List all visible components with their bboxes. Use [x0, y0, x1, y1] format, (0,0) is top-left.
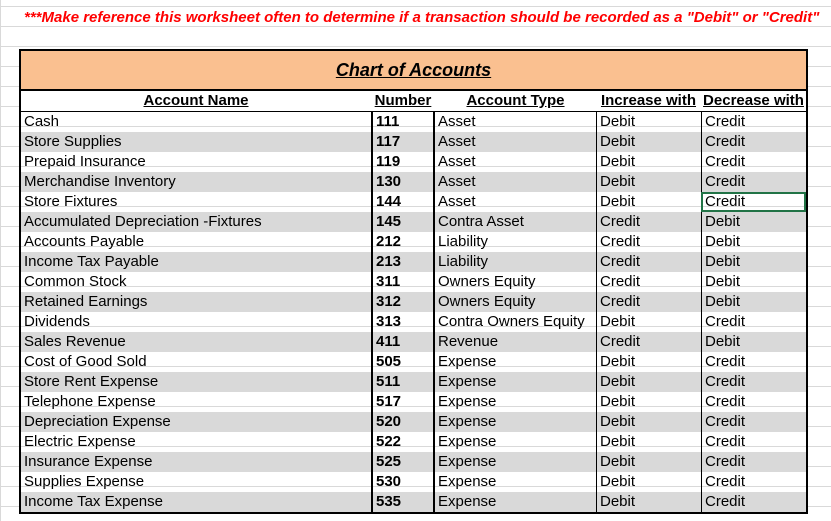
- account-name-cell[interactable]: Accumulated Depreciation -Fixtures: [24, 213, 262, 230]
- increase-with-cell[interactable]: Debit: [596, 372, 701, 392]
- header-number[interactable]: Number: [374, 92, 432, 109]
- decrease-with-cell[interactable]: Credit: [701, 172, 806, 192]
- increase-with-cell[interactable]: Credit: [596, 252, 701, 272]
- account-type-cell[interactable]: Asset: [438, 133, 476, 150]
- account-number-cell[interactable]: 312: [371, 292, 435, 312]
- account-name-cell[interactable]: Merchandise Inventory: [24, 173, 176, 190]
- account-type-cell[interactable]: Expense: [438, 473, 497, 490]
- account-type-cell[interactable]: Expense: [438, 493, 497, 510]
- account-name-cell[interactable]: Accounts Payable: [24, 233, 145, 250]
- table-row: [21, 212, 806, 232]
- account-type-cell[interactable]: Liability: [438, 253, 489, 270]
- decrease-with-cell[interactable]: Credit: [701, 372, 806, 392]
- account-name-cell[interactable]: Depreciation Expense: [24, 413, 171, 430]
- increase-with-cell[interactable]: Debit: [596, 112, 701, 132]
- increase-with-cell[interactable]: Debit: [596, 392, 701, 412]
- account-name-cell[interactable]: Cash: [24, 113, 60, 130]
- increase-with-cell[interactable]: Debit: [596, 452, 701, 472]
- account-type-cell[interactable]: Asset: [438, 113, 476, 130]
- increase-with-cell[interactable]: Debit: [596, 412, 701, 432]
- decrease-with-cell[interactable]: Credit: [701, 352, 806, 372]
- account-name-cell[interactable]: Insurance Expense: [24, 453, 153, 470]
- table-row: [21, 472, 806, 492]
- account-type-cell[interactable]: Expense: [438, 353, 497, 370]
- table-row: [21, 172, 806, 192]
- increase-with-cell[interactable]: Debit: [596, 312, 701, 332]
- account-name-cell[interactable]: Telephone Expense: [24, 393, 156, 410]
- table-row: [21, 452, 806, 472]
- table-row: [21, 432, 806, 452]
- table-row: [21, 412, 806, 432]
- account-name-cell[interactable]: Cost of Good Sold: [24, 353, 147, 370]
- account-name-cell[interactable]: Sales Revenue: [24, 333, 126, 350]
- account-number-cell[interactable]: 313: [371, 312, 435, 332]
- increase-with-cell[interactable]: Debit: [596, 492, 701, 512]
- account-name-cell[interactable]: Retained Earnings: [24, 293, 148, 310]
- account-type-cell[interactable]: Expense: [438, 373, 497, 390]
- decrease-with-cell[interactable]: Credit: [701, 412, 806, 432]
- account-type-cell[interactable]: Asset: [438, 173, 476, 190]
- increase-with-cell[interactable]: Debit: [596, 352, 701, 372]
- decrease-with-cell[interactable]: Debit: [701, 332, 806, 352]
- account-number-cell[interactable]: 145: [371, 212, 435, 232]
- decrease-with-cell[interactable]: Credit: [701, 392, 806, 412]
- account-type-cell[interactable]: Expense: [438, 453, 497, 470]
- header-account-type[interactable]: Account Type: [466, 92, 565, 109]
- account-type-cell[interactable]: Contra Owners Equity: [438, 313, 585, 330]
- increase-with-cell[interactable]: Debit: [596, 192, 701, 212]
- increase-with-cell[interactable]: Debit: [596, 432, 701, 452]
- account-type-cell[interactable]: Asset: [438, 153, 476, 170]
- account-number-cell[interactable]: 530: [371, 472, 435, 492]
- account-number-cell[interactable]: 505: [371, 352, 435, 372]
- table-row: [21, 232, 806, 252]
- table-row: [21, 272, 806, 292]
- header-row: [21, 91, 806, 112]
- decrease-with-cell[interactable]: Credit: [701, 452, 806, 472]
- account-name-cell[interactable]: Common Stock: [24, 273, 127, 290]
- chart-of-accounts-table: [19, 49, 808, 514]
- account-name-cell[interactable]: Income Tax Payable: [24, 253, 159, 270]
- table-row: [21, 252, 806, 272]
- account-number-cell[interactable]: 117: [371, 132, 435, 152]
- increase-with-cell[interactable]: Debit: [596, 132, 701, 152]
- decrease-with-cell[interactable]: Debit: [701, 292, 806, 312]
- table-row: [21, 392, 806, 412]
- table-row: [21, 192, 806, 212]
- increase-with-cell[interactable]: Credit: [596, 232, 701, 252]
- account-name-cell[interactable]: Income Tax Expense: [24, 493, 163, 510]
- decrease-with-cell[interactable]: Credit: [701, 132, 806, 152]
- account-type-cell[interactable]: Owners Equity: [438, 273, 536, 290]
- account-number-cell[interactable]: 311: [371, 272, 435, 292]
- account-name-cell[interactable]: Store Rent Expense: [24, 373, 159, 390]
- increase-with-cell[interactable]: Credit: [596, 212, 701, 232]
- account-number-cell[interactable]: 111: [371, 112, 435, 132]
- decrease-with-cell[interactable]: Credit: [701, 152, 806, 172]
- account-name-cell[interactable]: Electric Expense: [24, 433, 136, 450]
- decrease-with-cell[interactable]: Credit: [701, 492, 806, 512]
- increase-with-cell[interactable]: Credit: [596, 272, 701, 292]
- account-type-cell[interactable]: Asset: [438, 193, 476, 210]
- account-name-cell[interactable]: Supplies Expense: [24, 473, 145, 490]
- account-name-cell[interactable]: Store Fixtures: [24, 193, 118, 210]
- account-number-cell[interactable]: 525: [371, 452, 435, 472]
- decrease-with-cell[interactable]: Debit: [701, 252, 806, 272]
- table-body: [21, 112, 806, 512]
- table-row: [21, 312, 806, 332]
- title-cell[interactable]: [21, 51, 806, 91]
- account-number-cell[interactable]: 119: [371, 152, 435, 172]
- table-row: [21, 132, 806, 152]
- account-number-cell[interactable]: 522: [371, 432, 435, 452]
- table-row: [21, 112, 806, 132]
- account-type-cell[interactable]: Expense: [438, 393, 497, 410]
- header-increase-with[interactable]: Increase with: [600, 92, 697, 109]
- header-account-name[interactable]: Account Name: [143, 92, 249, 109]
- account-number-cell[interactable]: 213: [371, 252, 435, 272]
- decrease-with-cell[interactable]: Debit: [701, 212, 806, 232]
- decrease-with-cell[interactable]: Debit: [701, 232, 806, 252]
- header-decrease-with[interactable]: Decrease with: [703, 92, 804, 109]
- account-name-cell[interactable]: Prepaid Insurance: [24, 153, 146, 170]
- decrease-with-cell[interactable]: Credit: [701, 432, 806, 452]
- account-type-cell[interactable]: Expense: [438, 433, 497, 450]
- table-row: [21, 372, 806, 392]
- account-type-cell[interactable]: Liability: [438, 233, 489, 250]
- reference-note: ***Make reference this worksheet often to determine if a transaction should be recorded as a "Debit" or "Credit": [24, 9, 820, 26]
- account-number-cell[interactable]: 520: [371, 412, 435, 432]
- account-number-cell[interactable]: 411: [371, 332, 435, 352]
- table-row: [21, 352, 806, 372]
- increase-with-cell[interactable]: Debit: [596, 172, 701, 192]
- account-number-cell[interactable]: 144: [371, 192, 435, 212]
- increase-with-cell[interactable]: Credit: [596, 292, 701, 312]
- increase-with-cell[interactable]: Debit: [596, 472, 701, 492]
- account-type-cell[interactable]: Revenue: [438, 333, 499, 350]
- decrease-with-cell[interactable]: Credit: [701, 472, 806, 492]
- decrease-with-cell[interactable]: Credit: [701, 192, 806, 212]
- decrease-with-cell[interactable]: Credit: [701, 112, 806, 132]
- table-row: [21, 492, 806, 512]
- decrease-with-cell[interactable]: Credit: [701, 312, 806, 332]
- table-title: Chart of Accounts: [335, 59, 492, 80]
- account-number-cell[interactable]: 511: [371, 372, 435, 392]
- decrease-with-cell[interactable]: Debit: [701, 272, 806, 292]
- table-row: [21, 292, 806, 312]
- account-number-cell[interactable]: 130: [371, 172, 435, 192]
- account-type-cell[interactable]: Owners Equity: [438, 293, 536, 310]
- account-name-cell[interactable]: Dividends: [24, 313, 90, 330]
- account-number-cell[interactable]: 517: [371, 392, 435, 412]
- table-row: [21, 152, 806, 172]
- account-number-cell[interactable]: 535: [371, 492, 435, 512]
- account-type-cell[interactable]: Contra Asset: [438, 213, 524, 230]
- increase-with-cell[interactable]: Debit: [596, 152, 701, 172]
- increase-with-cell[interactable]: Credit: [596, 332, 701, 352]
- account-number-cell[interactable]: 212: [371, 232, 435, 252]
- table-row: [21, 332, 806, 352]
- account-type-cell[interactable]: Expense: [438, 413, 497, 430]
- account-name-cell[interactable]: Store Supplies: [24, 133, 122, 150]
